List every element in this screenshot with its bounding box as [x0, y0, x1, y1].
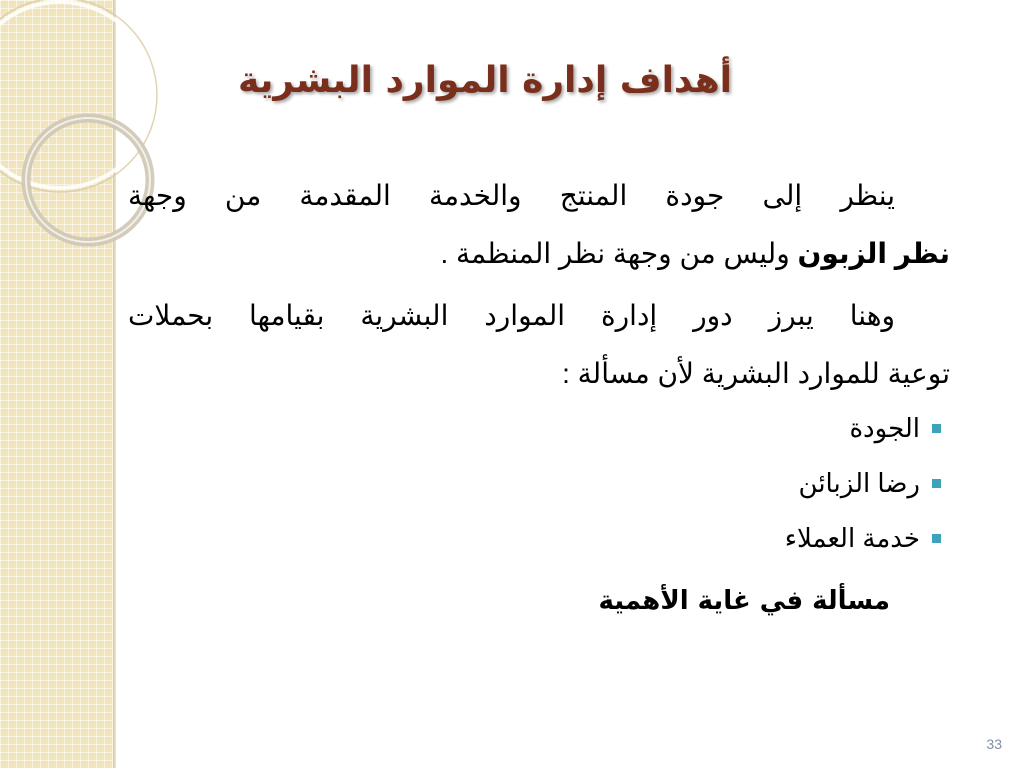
slide-number: 33 [986, 736, 1002, 752]
emphasis-statement: مسألة في غاية الأهمية [598, 586, 890, 616]
paragraph-1-line-1: ينظر إلى جودة المنتج والخدمة المقدمة من وجهة [128, 180, 895, 211]
bullet-list [500, 407, 920, 572]
square-bullet-icon [932, 424, 941, 433]
square-bullet-icon [932, 534, 941, 543]
paragraph-1-line-2 [128, 225, 950, 283]
bold-customer-view: نظر الزبون [797, 238, 950, 269]
paragraph-2-line-1: وهنا يبرز دور إدارة الموارد البشرية بقيامها بحملات [128, 300, 895, 331]
square-bullet-icon [932, 479, 941, 488]
paragraph-2-line-2: توعية للموارد البشرية لأن مسألة : [562, 358, 950, 389]
decorative-large-circle-shade [0, 0, 157, 192]
list-item-label: خدمة العملاء [784, 523, 920, 553]
paragraph-customer-quality [128, 167, 950, 283]
list-item-label: الجودة [849, 413, 920, 443]
paragraph-1-line-2-rest: وليس من وجهة نظر المنظمة . [440, 238, 798, 269]
list-item [500, 517, 920, 572]
paragraph-hr-campaigns [128, 287, 950, 403]
list-item [500, 407, 920, 462]
decorative-large-circle [0, 2, 153, 188]
list-item [500, 462, 920, 517]
list-item-label: رضا الزبائن [798, 468, 920, 498]
slide-title: أهداف إدارة الموارد البشرية [237, 60, 732, 101]
